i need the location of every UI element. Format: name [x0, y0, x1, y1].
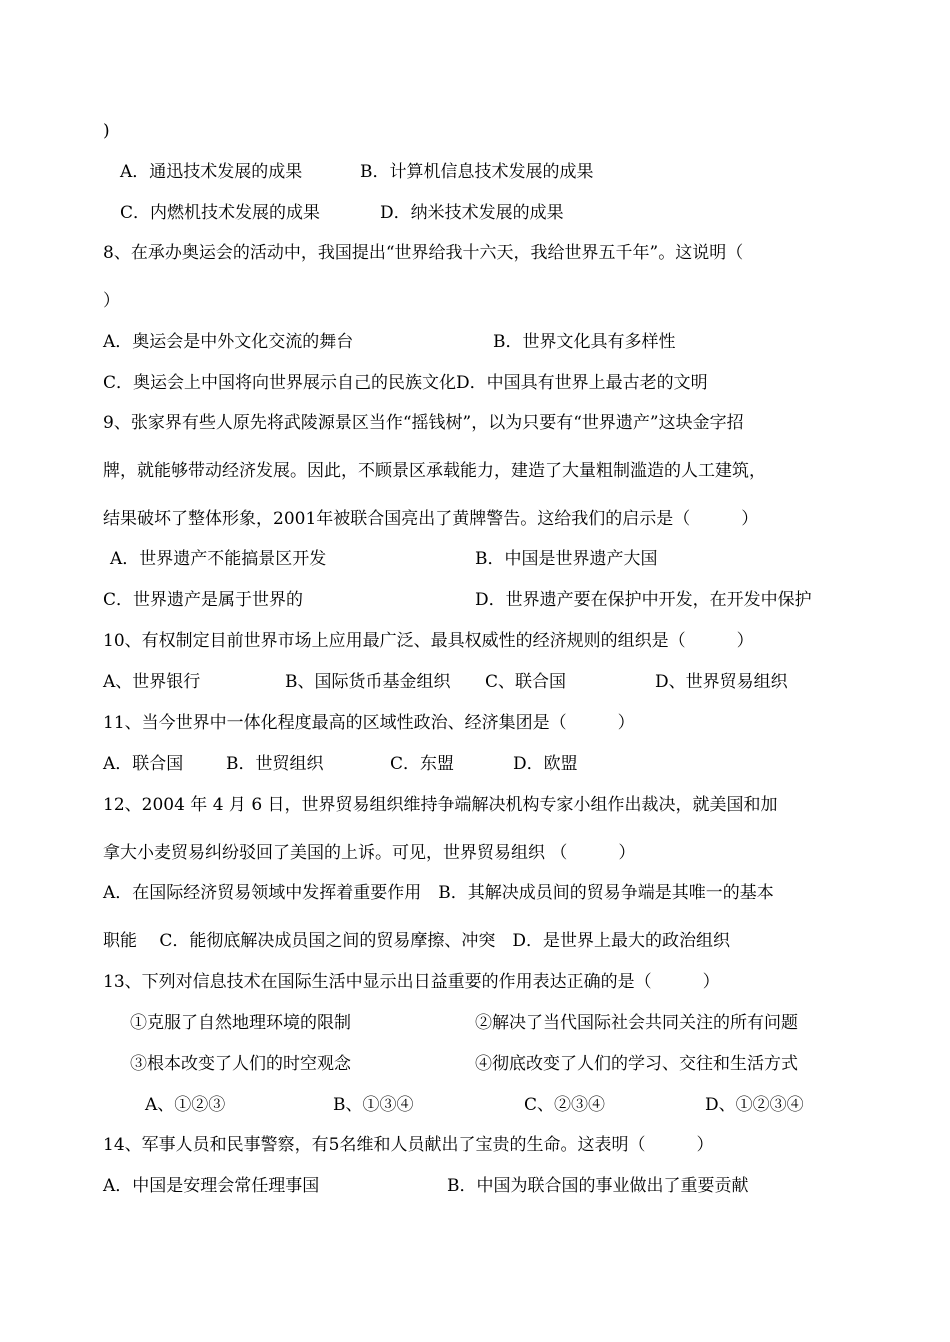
q7-option-d: D．纳米技术发展的成果: [380, 203, 564, 223]
q14-option-b: B．中国为联合国的事业做出了重要贡献: [447, 1176, 749, 1196]
q8-option-cd: C．奥运会上中国将向世界展示自己的民族文化D．中国具有世界上最古老的文明: [103, 373, 708, 393]
q13-option-c: C、②③④: [524, 1095, 606, 1115]
q13-statement-2: ②解决了当代国际社会共同关注的所有问题: [475, 1013, 798, 1033]
q7-paren-close: ): [103, 121, 110, 141]
q13-option-b: B、①③④: [333, 1095, 414, 1115]
q7-option-a: A．通迅技术发展的成果: [120, 162, 303, 182]
q7-option-b: B．计算机信息技术发展的成果: [360, 162, 594, 182]
q13-statement-3: ③根本改变了人们的时空观念: [130, 1054, 351, 1074]
q14-option-a: A．中国是安理会常任理事国: [103, 1176, 320, 1196]
q12-stem-line2: 拿大小麦贸易纠纷驳回了美国的上诉。可见，世界贸易组织 （ ）: [103, 843, 636, 863]
q12-option-ab: A．在国际经济贸易领域中发挥着重要作用 B．其解决成员间的贸易争端是其唯一的基本: [103, 883, 774, 903]
q10-option-c: C、联合国: [485, 672, 567, 692]
q7-option-c: C．内燃机技术发展的成果: [120, 203, 321, 223]
q9-stem-line2: 牌，就能够带动经济发展。因此，不顾景区承载能力，建造了大量粗制滥造的人工建筑，: [103, 461, 766, 481]
q9-option-b: B．中国是世界遗产大国: [475, 549, 658, 569]
q13-option-d: D、①②③④: [705, 1095, 804, 1115]
q11-option-c: C．东盟: [390, 754, 455, 774]
q11-option-d: D．欧盟: [513, 754, 578, 774]
q13-stem: 13、下列对信息技术在国际生活中显示出日益重要的作用表达正确的是（ ）: [103, 972, 720, 992]
q9-stem-line1: 9、张家界有些人原先将武陵源景区当作“摇钱树”，以为只要有“世界遗产”这块金字招: [103, 413, 744, 433]
q11-option-b: B．世贸组织: [226, 754, 324, 774]
q14-stem: 14、军事人员和民事警察，有5名维和人员献出了宝贵的生命。这表明（ ）: [103, 1135, 714, 1155]
q10-stem: 10、有权制定目前世界市场上应用最广泛、最具权威性的经济规则的组织是（ ）: [103, 631, 754, 651]
q10-option-b: B、国际货币基金组织: [285, 672, 451, 692]
q12-stem-line1: 12、2004 年 4 月 6 日，世界贸易组织维持争端解决机构专家小组作出裁决，就美国和加: [103, 795, 778, 815]
q9-option-d: D．世界遗产要在保护中开发，在开发中保护: [475, 590, 812, 610]
q8-stem-line1: 8、在承办奥运会的活动中，我国提出“世界给我十六天，我给世界五千年”。这说明（: [103, 243, 744, 263]
q10-option-a: A、世界银行: [103, 672, 201, 692]
q8-option-a: A．奥运会是中外文化交流的舞台: [103, 332, 354, 352]
q8-stem-line2: ）: [103, 291, 120, 311]
q13-option-a: A、①②③: [145, 1095, 226, 1115]
q9-stem-line3: 结果破坏了整体形象，2001年被联合国亮出了黄牌警告。这给我们的启示是（ ）: [103, 509, 759, 529]
q11-stem: 11、当今世界中一体化程度最高的区域性政治、经济集团是（ ）: [103, 713, 635, 733]
q10-option-d: D、世界贸易组织: [655, 672, 788, 692]
q8-option-b: B．世界文化具有多样性: [493, 332, 676, 352]
q9-option-c: C．世界遗产是属于世界的: [103, 590, 304, 610]
q11-option-a: A．联合国: [103, 754, 184, 774]
q13-statement-1: ①克服了自然地理环境的限制: [130, 1013, 351, 1033]
q13-statement-4: ④彻底改变了人们的学习、交往和生活方式: [475, 1054, 798, 1074]
q9-option-a: A．世界遗产不能搞景区开发: [110, 549, 327, 569]
q12-option-bcd: 职能 C．能彻底解决成员国之间的贸易摩擦、冲突 D．是世界上最大的政治组织: [103, 931, 731, 951]
